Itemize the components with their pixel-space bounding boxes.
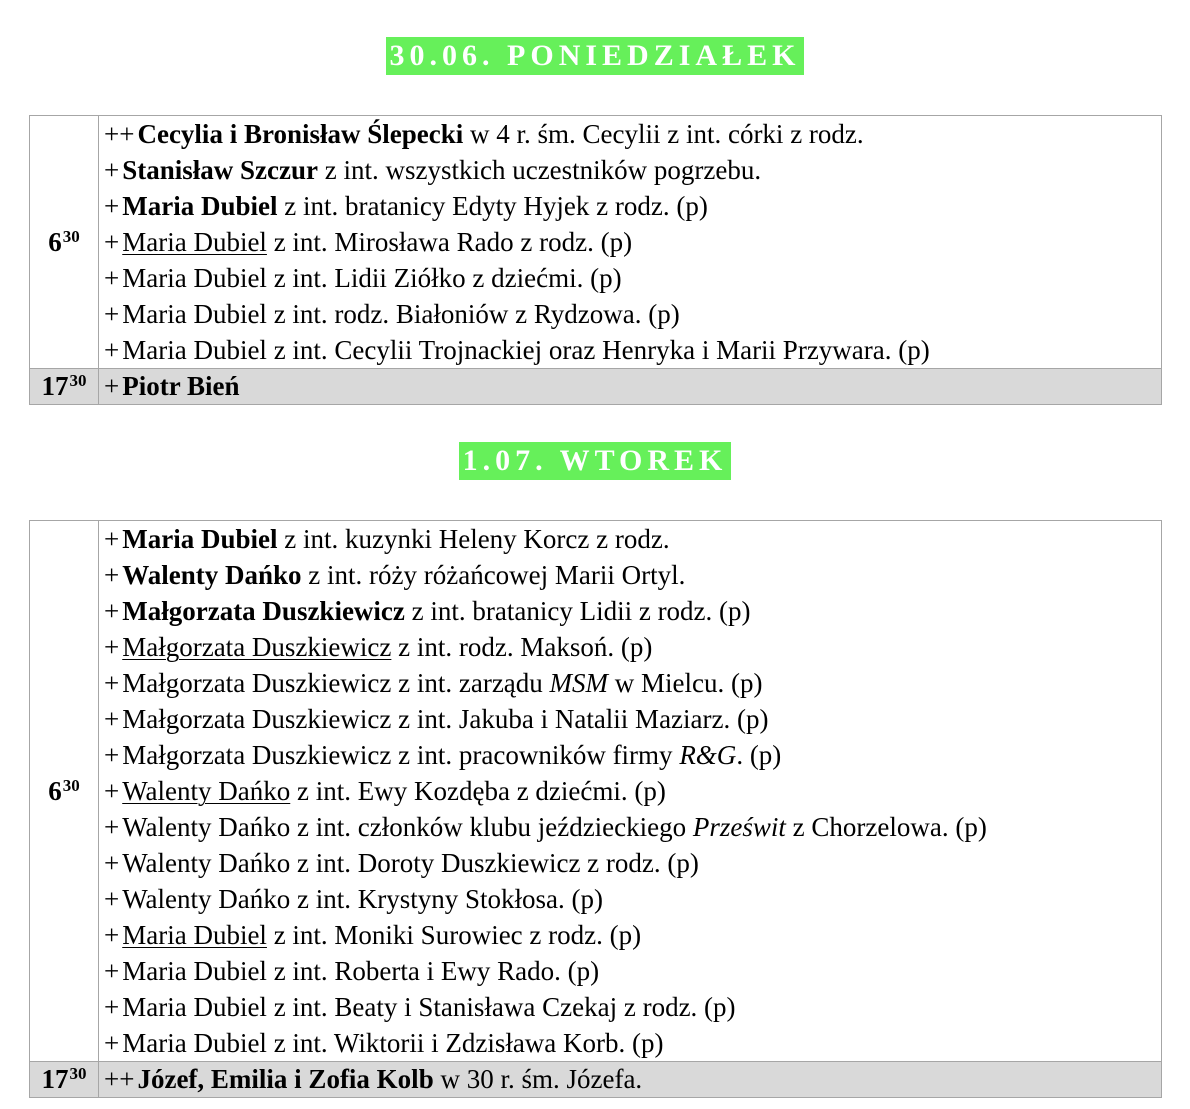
intention-line: + Walenty Dańko z int. róży różańcowej Marii Ortyl. xyxy=(104,560,686,590)
mass-hour: 6 xyxy=(48,775,62,806)
intention-line: + Małgorzata Duszkiewicz z int. bratanicy Lidii z rodz. (p) xyxy=(104,596,751,626)
deceased-name: Małgorzata Duszkiewicz xyxy=(122,740,392,770)
intention-line: + Małgorzata Duszkiewicz z int. zarządu MSM w Mielcu. (p) xyxy=(104,668,763,698)
deceased-name: Walenty Dańko xyxy=(122,776,291,806)
day-heading-2 xyxy=(0,442,1190,480)
deceased-name: Maria Dubiel xyxy=(122,299,267,329)
intention-line: + Maria Dubiel z int. Wiktorii i Zdzisława Korb. (p) xyxy=(104,1028,664,1058)
day-heading-text: 1.07. WTOREK xyxy=(459,442,732,480)
deceased-name: Walenty Dańko xyxy=(122,812,291,842)
mass-minutes: 30 xyxy=(62,775,80,795)
mass-hour: 6 xyxy=(48,226,62,257)
intention-line: + Maria Dubiel z int. Lidii Ziółko z dziećmi. (p) xyxy=(104,263,622,293)
italic-org-name: Prześwit xyxy=(692,812,786,842)
deceased-name: Maria Dubiel xyxy=(122,191,278,221)
intention-line: + Maria Dubiel z int. kuzynki Heleny Korcz z rodz. xyxy=(104,524,670,554)
deceased-name: Walenty Dańko xyxy=(122,884,291,914)
deceased-name: Maria Dubiel xyxy=(122,956,267,986)
mass-row-morning xyxy=(30,521,1162,1062)
mass-time-cell xyxy=(30,521,99,1062)
deceased-name: Stanisław Szczur xyxy=(122,155,318,185)
intention-line: + Maria Dubiel z int. Cecylii Trojnackiej oraz Henryka i Marii Przywara. (p) xyxy=(104,335,930,365)
intention-line: + Małgorzata Duszkiewicz z int. Jakuba i Natalii Maziarz. (p) xyxy=(104,704,769,734)
intentions-cell xyxy=(99,521,1162,1062)
deceased-name: Maria Dubiel xyxy=(122,263,267,293)
deceased-name: Małgorzata Duszkiewicz xyxy=(122,704,392,734)
deceased-name: Małgorzata Duszkiewicz xyxy=(122,668,392,698)
mass-table-day-2 xyxy=(29,520,1162,1098)
italic-org-name: MSM xyxy=(549,668,609,698)
intention-line: + Maria Dubiel z int. Roberta i Ewy Rado. (p) xyxy=(104,956,600,986)
intention-line: + Walenty Dańko z int. członków klubu jeździeckiego Prześwit z Chorzelowa. (p) xyxy=(104,812,987,842)
intention-line: + Małgorzata Duszkiewicz z int. pracowników firmy R&G. (p) xyxy=(104,740,782,770)
mass-time-cell xyxy=(30,116,99,369)
mass-time-cell xyxy=(30,1062,99,1098)
intention-line: ++ Józef, Emilia i Zofia Kolb w 30 r. śm. Józefa. xyxy=(104,1064,643,1094)
intention-line: + Maria Dubiel z int. Moniki Surowiec z rodz. (p) xyxy=(104,920,642,950)
deceased-name: Maria Dubiel xyxy=(122,992,267,1022)
deceased-name: Maria Dubiel xyxy=(122,920,267,950)
intention-line: + Maria Dubiel z int. Mirosława Rado z rodz. (p) xyxy=(104,227,633,257)
intentions-cell xyxy=(99,1062,1162,1098)
deceased-name: Maria Dubiel xyxy=(122,227,267,257)
day-heading-text: 30.06. PONIEDZIAŁEK xyxy=(386,37,805,75)
intentions-cell xyxy=(99,369,1162,405)
deceased-name: Piotr Bień xyxy=(122,371,240,401)
mass-row-evening xyxy=(30,1062,1162,1098)
mass-table-day-1 xyxy=(29,115,1162,405)
deceased-name: Walenty Dańko xyxy=(122,560,302,590)
deceased-name: Maria Dubiel xyxy=(122,524,278,554)
intention-line: + Małgorzata Duszkiewicz z int. rodz. Maksoń. (p) xyxy=(104,632,653,662)
deceased-name: Maria Dubiel xyxy=(122,1028,267,1058)
intention-line: ++ Cecylia i Bronisław Ślepecki w 4 r. śm. Cecylii z int. córki z rodz. xyxy=(104,119,864,149)
mass-hour: 17 xyxy=(41,371,69,401)
intention-line: + Walenty Dańko z int. Krystyny Stokłosa. (p) xyxy=(104,884,603,914)
mass-minutes: 30 xyxy=(69,371,87,390)
intention-line: + Piotr Bień xyxy=(104,371,240,401)
deceased-name: Walenty Dańko xyxy=(122,848,291,878)
intention-line: + Stanisław Szczur z int. wszystkich uczestników pogrzebu. xyxy=(104,155,762,185)
mass-row-evening xyxy=(30,369,1162,405)
day-heading-1 xyxy=(0,37,1190,75)
mass-minutes: 30 xyxy=(62,226,80,246)
mass-minutes: 30 xyxy=(69,1064,87,1083)
intention-line: + Maria Dubiel z int. rodz. Białoniów z Rydzowa. (p) xyxy=(104,299,680,329)
deceased-name: Maria Dubiel xyxy=(122,335,267,365)
intention-line: + Walenty Dańko z int. Ewy Kozdęba z dziećmi. (p) xyxy=(104,776,666,806)
intentions-cell xyxy=(99,116,1162,369)
deceased-name: Cecylia i Bronisław Ślepecki xyxy=(137,119,464,149)
mass-hour: 17 xyxy=(41,1064,69,1094)
mass-row-morning xyxy=(30,116,1162,369)
deceased-name: Małgorzata Duszkiewicz xyxy=(122,596,405,626)
italic-org-name: R&G xyxy=(679,740,737,770)
mass-time-cell xyxy=(30,369,99,405)
intention-line: + Maria Dubiel z int. Beaty i Stanisława Czekaj z rodz. (p) xyxy=(104,992,736,1022)
intention-line: + Maria Dubiel z int. bratanicy Edyty Hyjek z rodz. (p) xyxy=(104,191,708,221)
intention-line: + Walenty Dańko z int. Doroty Duszkiewicz z rodz. (p) xyxy=(104,848,699,878)
deceased-name: Józef, Emilia i Zofia Kolb xyxy=(137,1064,434,1094)
deceased-name: Małgorzata Duszkiewicz xyxy=(122,632,392,662)
